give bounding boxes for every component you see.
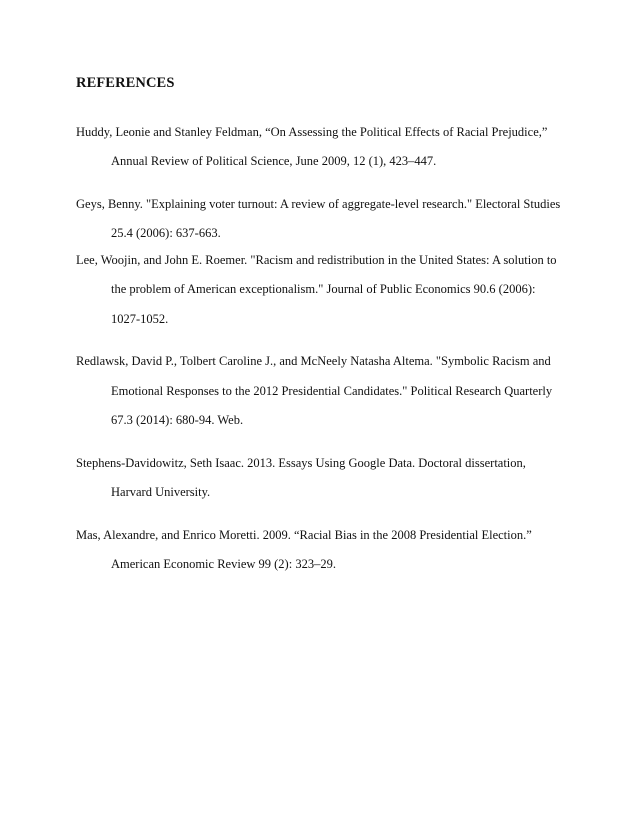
- reference-4-line-3: 67.3 (2014): 680-94. Web.: [111, 413, 244, 427]
- reference-2-line-1: Geys, Benny. "Explaining voter turnout: A review of aggregate-level research." Electoral Studies: [76, 197, 561, 211]
- reference-5-line-1: Stephens-Davidowitz, Seth Isaac. 2013. Essays Using Google Data. Doctoral dissertation,: [76, 456, 526, 470]
- reference-6-line-1: Mas, Alexandre, and Enrico Moretti. 2009. “Racial Bias in the 2008 Presidential Election.”: [76, 528, 532, 542]
- reference-3-line-1: Lee, Woojin, and John E. Roemer. "Racism and redistribution in the United States: A solution to: [76, 253, 557, 267]
- reference-3-line-3: 1027-1052.: [111, 312, 169, 326]
- reference-6-line-2: American Economic Review 99 (2): 323–29.: [111, 557, 336, 571]
- reference-1-line-2: Annual Review of Political Science, June 2009, 12 (1), 423–447.: [111, 154, 437, 168]
- reference-4-line-1: Redlawsk, David P., Tolbert Caroline J., and McNeely Natasha Altema. "Symbolic Racism and: [76, 354, 551, 368]
- reference-1-line-1: Huddy, Leonie and Stanley Feldman, “On Assessing the Political Effects of Racial Prejudice,”: [76, 125, 548, 139]
- references-heading: REFERENCES: [76, 75, 175, 91]
- reference-4-line-2: Emotional Responses to the 2012 Presidential Candidates." Political Research Quarterly: [111, 384, 553, 398]
- reference-2-line-2: 25.4 (2006): 637-663.: [111, 226, 221, 240]
- reference-5-line-2: Harvard University.: [111, 485, 211, 499]
- reference-3-line-2: the problem of American exceptionalism." Journal of Public Economics 90.6 (2006):: [111, 282, 536, 296]
